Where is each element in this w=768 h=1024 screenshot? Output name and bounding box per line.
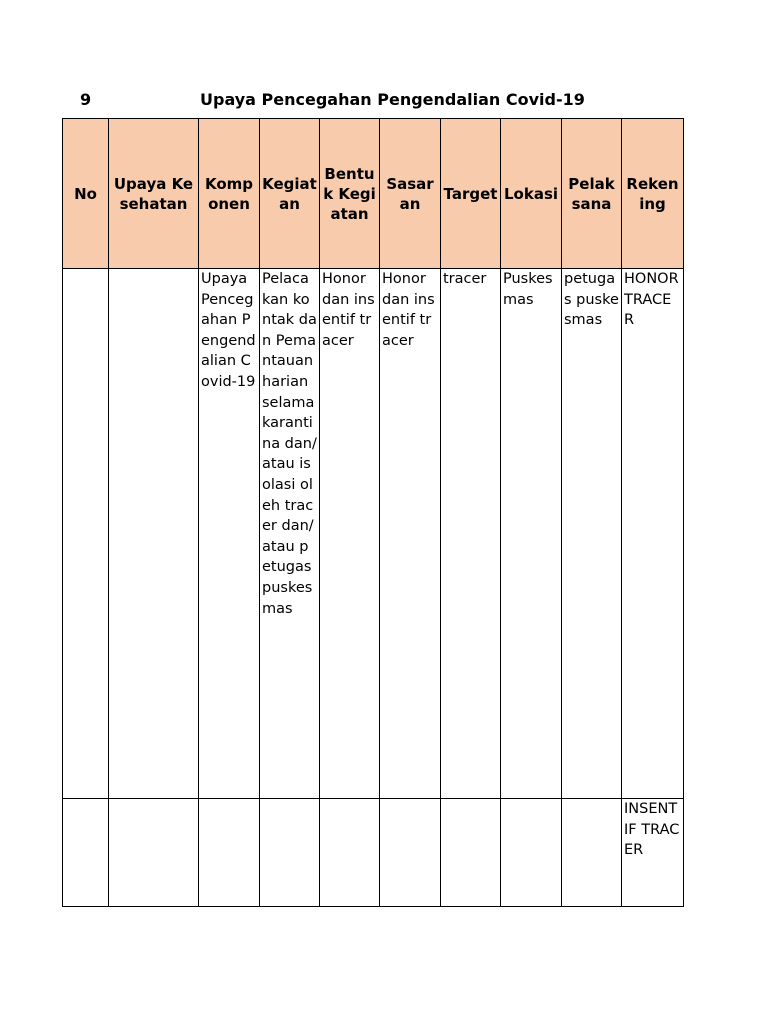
cell-no [63, 269, 109, 799]
cell-komponen: Upaya Pencegahan Pengendalian Covid-19 [199, 269, 260, 799]
header-bentuk-kegiatan: Bentuk Kegiatan [320, 119, 380, 269]
cell-kegiatan: Pelacakan kontak dan Pemantauan harian selama karantina dan/atau isolasi oleh tracer dan/atau petugas puskesmas [260, 269, 320, 799]
cell-lokasi: Puskesmas [501, 269, 562, 799]
cell-sasaran: Honor dan insentif tracer [380, 269, 441, 799]
cell-upaya-kesehatan [109, 799, 199, 907]
header-pelaksana: Pelaksana [562, 119, 622, 269]
table-row [63, 269, 684, 799]
header-rekening: Rekening [622, 119, 684, 269]
cell-target [441, 799, 501, 907]
header-no: No [63, 119, 109, 269]
header-target: Target [441, 119, 501, 269]
cell-pelaksana: petugas puskesmas [562, 269, 622, 799]
cell-upaya-kesehatan [109, 269, 199, 799]
cell-pelaksana [562, 799, 622, 907]
cell-rekening: INSENTIF TRACER [622, 799, 684, 907]
header-komponen: Komponen [199, 119, 260, 269]
budget-table [62, 118, 684, 907]
cell-kegiatan [260, 799, 320, 907]
header-sasaran: Sasaran [380, 119, 441, 269]
table-row [63, 799, 684, 907]
table-header-row [63, 119, 684, 269]
cell-bentuk-kegiatan [320, 799, 380, 907]
section-title: Upaya Pencegahan Pengendalian Covid-19 [200, 90, 585, 109]
header-upaya-kesehatan: Upaya Kesehatan [109, 119, 199, 269]
cell-bentuk-kegiatan: Honor dan insentif tracer [320, 269, 380, 799]
cell-no [63, 799, 109, 907]
cell-rekening: HONOR TRACER [622, 269, 684, 799]
cell-sasaran [380, 799, 441, 907]
section-number: 9 [80, 90, 92, 109]
header-kegiatan: Kegiatan [260, 119, 320, 269]
cell-lokasi [501, 799, 562, 907]
cell-komponen [199, 799, 260, 907]
cell-target: tracer [441, 269, 501, 799]
header-lokasi: Lokasi [501, 119, 562, 269]
